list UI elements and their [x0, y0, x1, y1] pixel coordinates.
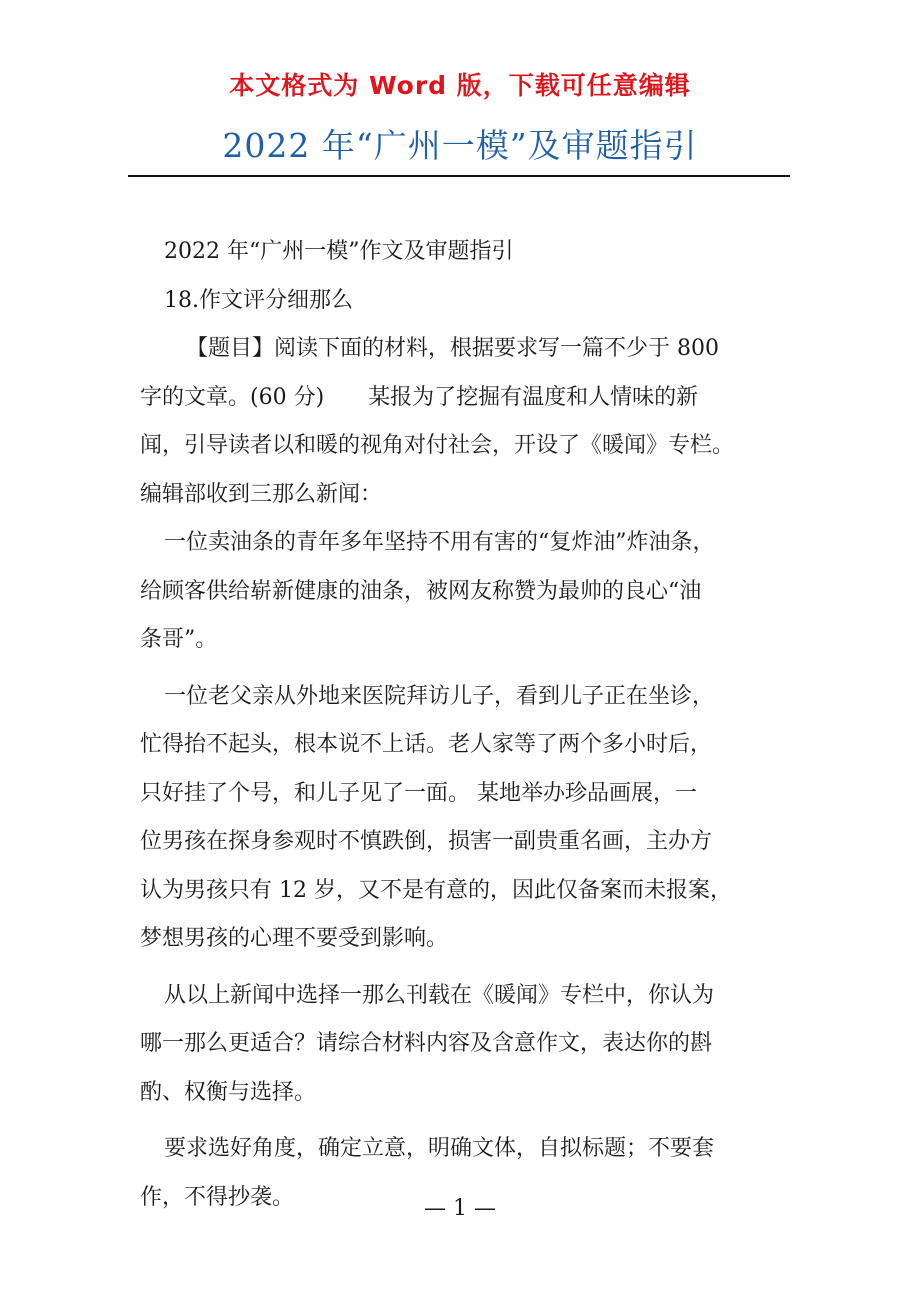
news-item-line: 一位老父亲从外地来医院拜访儿子，看到儿子正在坐诊，	[164, 683, 715, 709]
document-body	[140, 228, 790, 1222]
news-item-line: 位男孩在探身参观时不慎跌倒，损害一副贵重名画，主办方	[140, 829, 713, 854]
word-format-notice: 本文格式为 Word 版，下载可任意编辑	[229, 71, 691, 100]
document-title: 2022 年“广州一模”及审题指引	[222, 126, 698, 165]
news-item-line: 梦想男孩的心理不要受到影响。	[140, 926, 449, 951]
news-item-line: 给顾客供给崭新健康的油条，被网友称赞为最帅的良心“油	[140, 578, 702, 604]
task-paragraph-line: 酌、权衡与选择。	[140, 1079, 317, 1105]
body-heading: 2022 年“广州一模”作文及审题指引	[164, 239, 514, 264]
news-item-line: 忙得抬不起头，根本说不上话。老人家等了两个多小时后，	[140, 732, 713, 757]
page-number: — 1 —	[424, 1196, 496, 1221]
section-label: 18.作文评分细那么	[164, 287, 353, 313]
news-item-line: 认为男孩只有 12 岁，又不是有意的，因此仅备案而未报案，	[140, 877, 732, 903]
news-item-line: 条哥”。	[140, 627, 218, 652]
prompt-paragraph-line: 编辑部收到三那么新闻：	[140, 481, 383, 507]
prompt-paragraph-line: 【题目】阅读下面的材料，根据要求写一篇不少于 800	[186, 336, 719, 361]
title-divider	[128, 175, 790, 177]
news-item-line: 一位卖油条的青年多年坚持不用有害的“复炸油”炸油条，	[164, 530, 715, 555]
task-paragraph-line: 哪一那么更适合？请综合材料内容及含意作文，表达你的斟	[140, 1031, 713, 1056]
requirements-line: 要求选好角度，确定立意，明确文体，自拟标题；不要套	[164, 1136, 715, 1161]
requirements-line: 作，不得抄袭。	[140, 1184, 295, 1210]
task-paragraph-line: 从以上新闻中选择一那么刊载在《暖闻》专栏中，你认为	[164, 982, 715, 1008]
prompt-paragraph-line: 闻，引导读者以和暖的视角对付社会，开设了《暖闻》专栏。	[140, 433, 735, 458]
prompt-paragraph-line: 字的文章。(60 分) 某报为了挖掘有温度和人情味的新	[140, 384, 699, 410]
news-item-line: 只好挂了个号，和儿子见了一面。 某地举办珍品画展，一	[140, 780, 697, 806]
